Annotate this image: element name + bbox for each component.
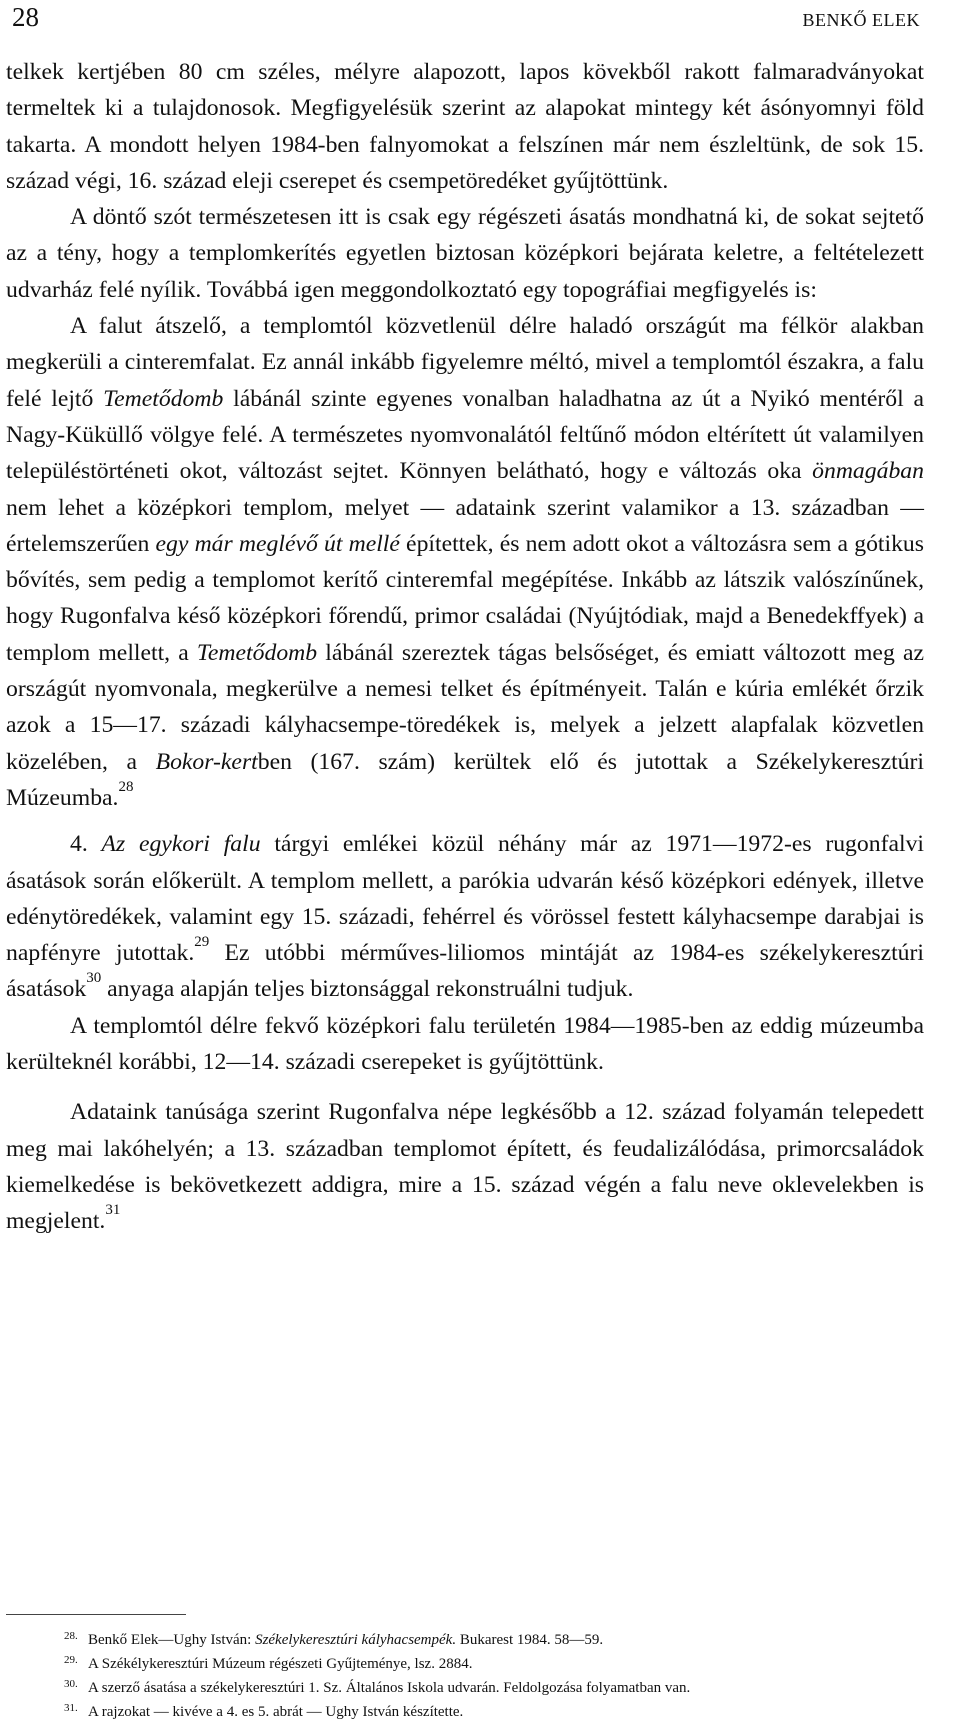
running-head: BENKŐ ELEK: [802, 10, 920, 30]
footnote: 31. A rajzokat — kivéve a 4. es 5. abrát — Ughy István készítette.: [64, 1700, 924, 1724]
footnotes: [64, 1628, 924, 1724]
footnote-number: 28.: [64, 1630, 78, 1642]
italic-text: Temetődomb: [196, 639, 318, 666]
page-header: [12, 2, 920, 38]
footnote-ref: 28: [118, 778, 134, 795]
paragraph: 4. Az egykori falu tárgyi emlékei közül néhány már az 1971—1972-es rugonfalvi ásatások során előkerült. A templom mellett, a parókia udvarán késő középkori edények, illetve edénytöredékek, valamint egy 15. századi, fehérrel és vörössel festett kályhacsempe darabjai is napfényre jutottak.$^{29}$ Ez utóbbi mérműves-liliomos mintáját az 1984-es székelykeresztúri ásatások$^{30}$ anyaga alapján teljes biztonsággal rekonstruálni tudjuk.: [6, 831, 924, 1003]
italic-text: egy már meglévő út mellé: [155, 530, 400, 557]
footnote-number: 31.: [64, 1702, 78, 1714]
footnote-ref: 30: [86, 970, 102, 987]
page-number: 28: [12, 2, 39, 32]
paragraph: A falut átszelő, a templomtól közvetlenül délre haladó országút ma félkör alakban megkerüli a cinteremfalat. Ez annál inkább figyelemre méltó, mivel a templomtól északra, a falu felé lejtő Temetődomb lábánál szinte egyenes vonalban haladhatna az út a Nyikó mentéről a Nagy-Küküllő völgye felé. A természetes nyomvonalától feltűnő módon eltérített út valamilyen településtörténeti okot, változást sejtet. Könnyen belátható, hogy e változás oka önmagában nem lehet a középkori templom, melyet — adataink szerint valamikor a 13. században — értelemszerűen egy már meglévő út mellé építettek, és nem adott okot a változásra sem a gótikus bővítés, sem pedig a templomot kerítő cinteremfal megépítése. Inkább az látszik valószínűnek, hogy Rugonfalva késő középkori főrendű, primor családai (Nyújtódiak, majd a Benedekffyek) a templom mellett, a Temetődomb lábánál szereztek tágas belsőséget, és emiatt változott meg az országút nyomvonala, megkerülve a nemesi telket és építményeit. Talán e kúria emlékét őrzik azok a 15—17. századi kályhacsempe-töredékek is, melyek a jelzett alapfalak közvetlen közelében, a Bokor-kertben (167. szám) kerültek elő és jutottak a Székelykeresztúri Múzeumba.$^{28}$: [6, 313, 924, 811]
paragraph: telkek kertjében 80 cm széles, mélyre alapozott, lapos kövekből rakott falmaradványokat termeltek ki a tulajdonosok. Megfigyelésük szerint az alapokat mintegy két ásónyomnyi föld takarta. A mondott helyen 1984-ben falnyomokat a felszínen már nem észleltünk, de sok 15. század végi, 16. század eleji cserepet és csempetöredéket gyűjtöttünk.: [6, 59, 924, 194]
body-text: [6, 54, 924, 1240]
italic-text: Székelykeresztúri kályhacsempék.: [255, 1632, 457, 1648]
italic-text: Bokor-kert: [155, 748, 258, 775]
italic-text: Az egykori falu: [101, 831, 261, 858]
footnote-number: 29.: [64, 1654, 78, 1666]
footnote-number: 30.: [64, 1678, 78, 1690]
italic-text: Temetődomb: [103, 385, 224, 412]
footnote: 28. Benkő Elek—Ughy István: Székelykeresztúri kályhacsempék. Bukarest 1984. 58—59.: [64, 1628, 924, 1652]
footnote-divider: [6, 1614, 186, 1615]
footnote: 29. A Székélykeresztúri Múzeum régészeti Gyűjteménye, lsz. 2884.: [64, 1652, 924, 1676]
footnote: 30. A szerző ásatása a székelykeresztúri 1. Sz. Általános Iskola udvarán. Feldolgozása folyamatban van.: [64, 1676, 924, 1700]
footnote-ref: 29: [194, 934, 210, 951]
footnote-ref: 31: [105, 1202, 121, 1219]
paragraph: A templomtól délre fekvő középkori falu területén 1984—1985-ben az eddig múzeumba kerülteknél korábbi, 12—14. századi cserepeket is gyűjtöttünk.: [6, 1012, 924, 1076]
paragraph: A döntő szót természetesen itt is csak egy régészeti ásatás mondhatná ki, de sokat sejtető az a tény, hogy a templomkerítés egyetlen biztosan középkori bejárata keletre, a feltételezett udvarház felé nyílik. Továbbá igen meggondolkoztató egy topográfiai megfigyelés is:: [6, 204, 924, 303]
paragraph: Adataink tanúsága szerint Rugonfalva népe legkésőbb a 12. század folyamán telepedett meg mai lakóhelyén; a 13. században templomot épített, és feudalizálódása, primorcsaládok kiemelkedése is bekövetkezett addigra, mire a 15. század végén a falu neve oklevelekben is megjelent.$^{31}$: [6, 1099, 924, 1235]
italic-text: önmagában: [812, 458, 924, 485]
